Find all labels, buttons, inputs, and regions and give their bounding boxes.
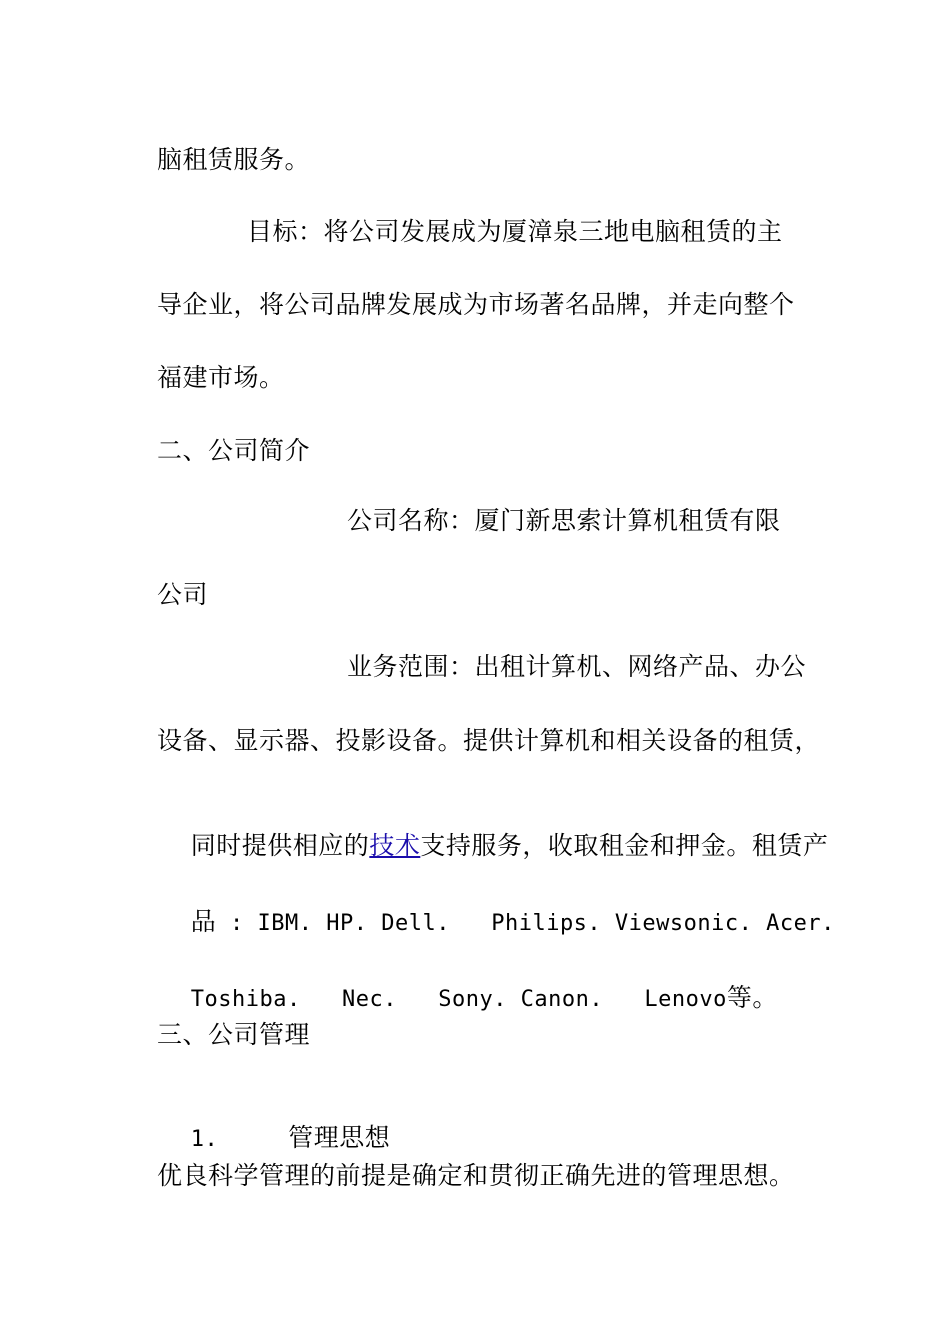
list-number: 1. (190, 1127, 219, 1152)
paragraph-line: 导企业，将公司品牌发展成为市场著名品牌，并走向整个 (157, 290, 795, 319)
text-segment: 等。 (726, 983, 778, 1012)
paragraph-line: 设备、显示器、投影设备。提供计算机和相关设备的租赁， (157, 726, 821, 755)
list-item-text: 管理思想 (288, 1123, 391, 1152)
paragraph-line: 公司 (157, 580, 209, 609)
text-segment: 支持服务，收取租金和押金。租赁产 (420, 831, 829, 860)
paragraph-line: 优良科学管理的前提是确定和贯彻正确先进的管理思想。 (157, 1161, 795, 1190)
paragraph-line: 公司名称：厦门新思索计算机租赁有限 (347, 506, 781, 535)
text-segment: 品 (190, 907, 217, 936)
section-heading: 三、公司管理 (157, 1020, 311, 1049)
text-segment: 同时提供相应的 (190, 831, 370, 860)
section-heading: 二、公司简介 (157, 436, 311, 465)
brand-list: Toshiba. Nec. Sony. Canon. Lenovo (190, 987, 727, 1012)
brand-list: : IBM. HP. Dell. Philips. Viewsonic. Acer. (216, 911, 835, 936)
paragraph-line: 福建市场。 (157, 363, 285, 392)
paragraph-line: 业务范围：出租计算机、网络产品、办公 (347, 652, 807, 681)
tech-link[interactable]: 技术 (369, 831, 421, 860)
paragraph-line: 脑租赁服务。 (157, 145, 311, 174)
paragraph-line: 目标：将公司发展成为厦漳泉三地电脑租赁的主 (247, 217, 783, 246)
